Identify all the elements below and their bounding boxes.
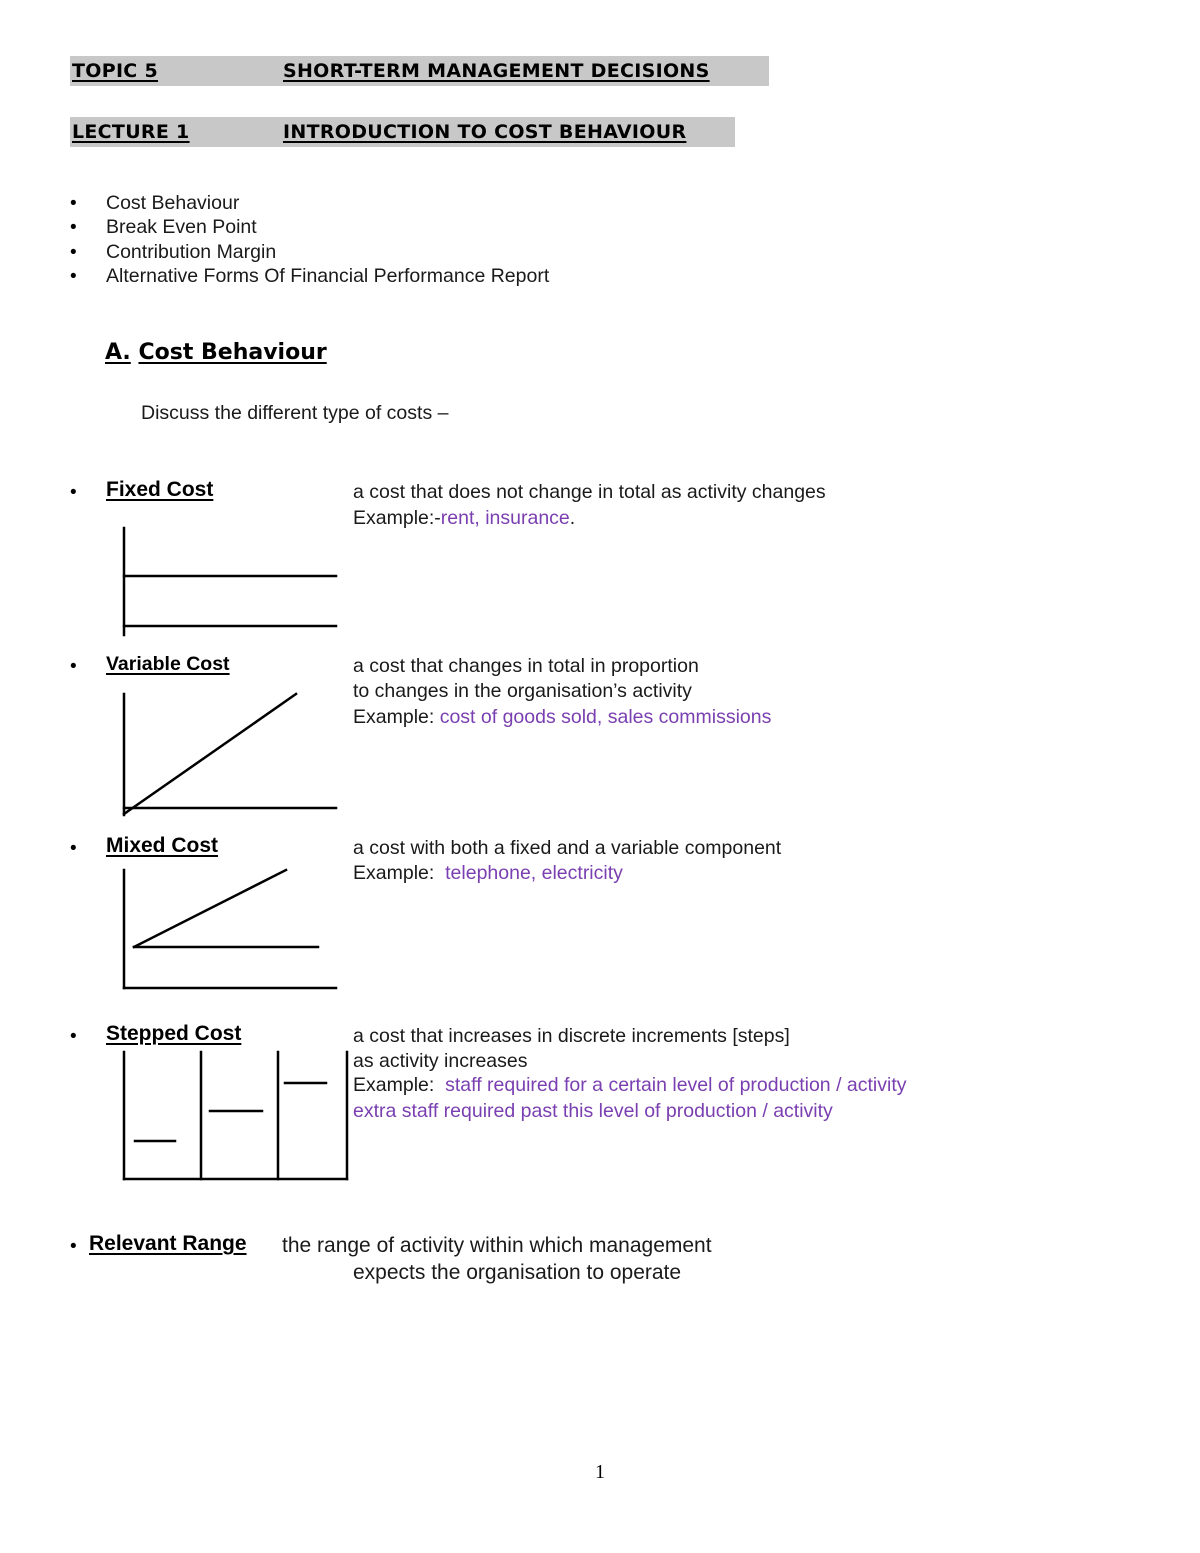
mixed-cost-example	[353, 861, 623, 886]
section-title: Cost Behaviour	[138, 340, 327, 365]
relevant-range-term: Relevant Range	[89, 1232, 247, 1255]
stepped-cost-definition-2: as activity increases	[353, 1050, 528, 1072]
example-items: staff required for a certain level of production / activity	[445, 1074, 907, 1096]
variable-cost-definition-2: to changes in the organisation’s activity	[353, 680, 692, 702]
outline-item: Alternative Forms Of Financial Performance Report	[106, 265, 550, 287]
stepped-cost-example-2: extra staff required past this level of production / activity	[353, 1100, 833, 1122]
relevant-range-definition-2: expects the organisation to operate	[353, 1261, 682, 1284]
variable-cost-example	[353, 705, 771, 730]
variable-cost-line	[124, 694, 296, 814]
lecture-title: INTRODUCTION TO COST BEHAVIOUR	[283, 121, 687, 143]
section-letter: A.	[105, 340, 131, 365]
variable-cost-definition-1: a cost that changes in total in proportion	[353, 655, 699, 677]
outline-item: Break Even Point	[106, 216, 257, 238]
bullet-icon: •	[70, 217, 77, 238]
bullet-icon: •	[70, 838, 77, 859]
section-intro: Discuss the different type of costs –	[141, 402, 449, 424]
bullet-icon: •	[70, 266, 77, 287]
mixed-cost-definition: a cost with both a fixed and a variable component	[353, 837, 782, 859]
fixed-cost-term: Fixed Cost	[106, 478, 214, 501]
relevant-range-definition-1: the range of activity within which management	[282, 1234, 712, 1257]
example-items: cost of goods sold, sales commissions	[439, 706, 772, 728]
mixed-cost-term: Mixed Cost	[106, 834, 219, 857]
bullet-icon: •	[70, 193, 77, 214]
example-prefix: Example:	[353, 706, 440, 728]
example-prefix: Example:-	[353, 507, 441, 529]
outline-item: Cost Behaviour	[106, 192, 240, 214]
bullet-icon: •	[70, 1026, 77, 1047]
stepped-cost-term: Stepped Cost	[106, 1022, 242, 1045]
example-prefix: Example:	[353, 862, 446, 884]
example-suffix: .	[569, 507, 576, 529]
page-number: 1	[595, 1461, 605, 1483]
variable-cost-term: Variable Cost	[106, 653, 230, 675]
stepped-cost-example	[353, 1073, 907, 1098]
lecture-label: LECTURE 1	[72, 121, 190, 143]
bullet-icon: •	[70, 1236, 77, 1257]
bullet-icon: •	[70, 656, 77, 677]
bullet-icon: •	[70, 482, 77, 503]
variable-component-line	[134, 870, 286, 947]
topic-title: SHORT-TERM MANAGEMENT DECISIONS	[283, 60, 710, 82]
outline-item: Contribution Margin	[106, 241, 277, 263]
bullet-icon: •	[70, 242, 77, 263]
stepped-cost-definition-1: a cost that increases in discrete increments [steps]	[353, 1025, 790, 1047]
example-items: telephone, electricity	[445, 862, 623, 884]
example-items: rent, insurance	[440, 507, 570, 529]
topic-label: TOPIC 5	[72, 60, 158, 82]
fixed-cost-definition: a cost that does not change in total as activity changes	[353, 481, 826, 503]
example-prefix: Example:	[353, 1074, 446, 1096]
